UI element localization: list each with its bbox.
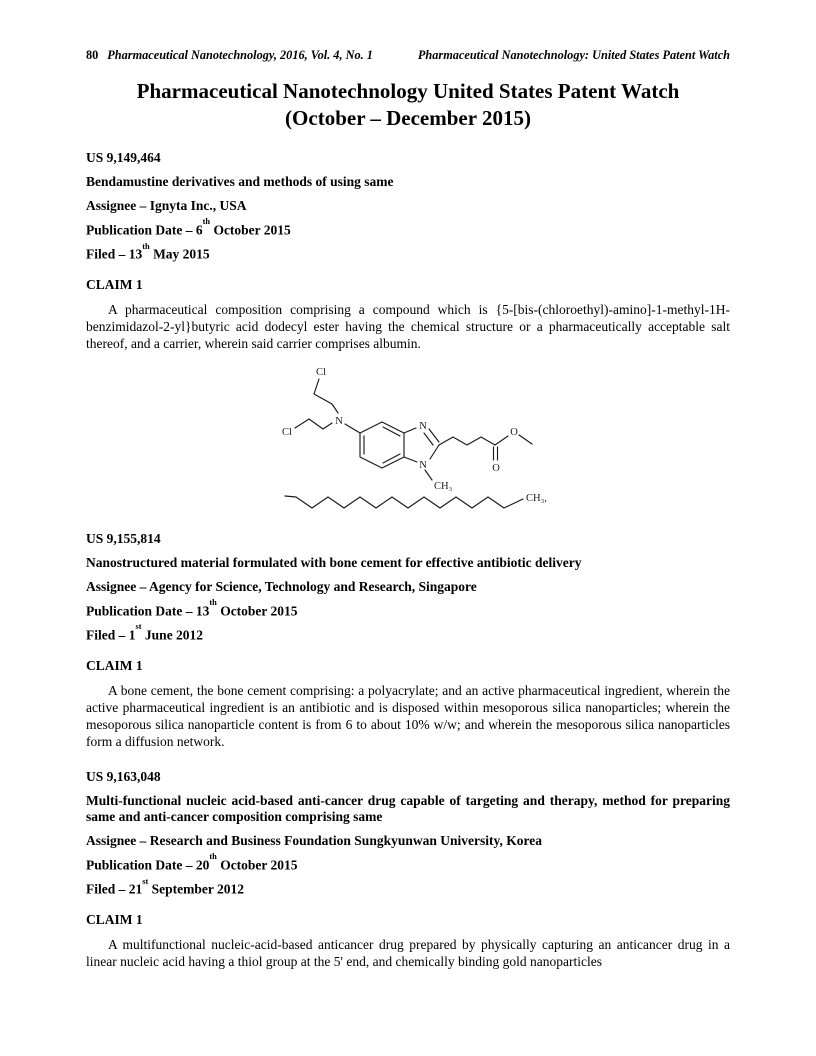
filed-date-text: May 2015 xyxy=(149,246,210,262)
benzene-ring xyxy=(360,422,404,468)
double-bond-inner xyxy=(383,454,400,463)
alkyl-chain xyxy=(285,496,523,508)
oxygen-atom-label: O xyxy=(492,462,500,474)
bond xyxy=(519,435,532,444)
methyl-group-label: CH₃ xyxy=(434,480,453,492)
double-bond-inner xyxy=(383,427,400,436)
patent-filed-date xyxy=(86,876,730,898)
chain-end-methyl-label: CH₃, xyxy=(526,492,547,504)
patent-filed-date xyxy=(86,622,730,644)
nitrogen-atom-label: N xyxy=(419,459,427,471)
chemical-structure-drawing xyxy=(276,361,576,519)
filed-date-text: Filed – 13 xyxy=(86,246,143,262)
ordinal-superscript: th xyxy=(209,852,217,862)
patent-title: Nanostructured material formulated with bone cement for effective antibiotic delivery xyxy=(86,554,582,570)
ordinal-superscript: st xyxy=(135,622,142,632)
publication-date-text: Publication Date – 6 xyxy=(86,222,203,238)
patent-publication-date xyxy=(86,217,730,239)
filed-date-text: September 2012 xyxy=(148,881,245,897)
patent-entry-3 xyxy=(86,769,730,971)
running-title: Pharmaceutical Nanotechnology: United States Patent Watch xyxy=(417,48,730,62)
article-title-line2: (October – December 2015) xyxy=(285,105,531,130)
patent-filed-date xyxy=(86,241,730,263)
publication-date-text: October 2015 xyxy=(216,603,298,619)
publication-date-text: October 2015 xyxy=(216,857,298,873)
filed-date-text: Filed – 21 xyxy=(86,881,143,897)
claim-heading: CLAIM 1 xyxy=(86,276,143,292)
patent-assignee: Assignee – Agency for Science, Technology and Research, Singapore xyxy=(86,578,477,594)
patent-assignee: Assignee – Research and Business Foundation Sungkyunwan University, Korea xyxy=(86,832,542,848)
bond xyxy=(404,457,417,462)
filed-date-text: Filed – 1 xyxy=(86,627,136,643)
patent-entry-1 xyxy=(86,150,730,519)
ordinal-superscript: th xyxy=(202,217,211,227)
claim-text: A bone cement, the bone cement comprising: a polyacrylate; and an active pharmaceutical ingredient, wherein the active pharmaceutical ingredient is an antibiotic and is disposed within mesoporous silica nanoparticles; wherein the mesoporous silica nanoparticle content is from 6 to about 10% w/w; and wherein the mesoporous silica nanoparticles form a diffusion network. xyxy=(86,682,730,750)
bond xyxy=(425,470,432,480)
claim-heading: CLAIM 1 xyxy=(86,911,143,927)
claim-text: A multifunctional nucleic-acid-based anticancer drug prepared by physically capturing an anticancer drug in a linear nucleic acid having a thiol group at the 5' end, and chemically binding gold nanoparticles xyxy=(86,936,730,969)
nitrogen-atom-label: N xyxy=(335,415,343,427)
publication-date-text: October 2015 xyxy=(210,222,291,238)
patent-title: Bendamustine derivatives and methods of using same xyxy=(86,173,394,189)
bond xyxy=(429,429,439,442)
ordinal-superscript: th xyxy=(209,597,217,607)
journal-reference: Pharmaceutical Nanotechnology, 2016, Vol. 4, No. 1 xyxy=(107,48,373,62)
patent-assignee: Assignee – Ignyta Inc., USA xyxy=(86,197,247,213)
patent-title: Multi-functional nucleic acid-based anti-cancer drug capable of targeting and therapy, method for preparing same and anti-cancer composition comprising same xyxy=(86,792,730,824)
article-title-line1: Pharmaceutical Nanotechnology United States Patent Watch xyxy=(136,79,680,103)
bond xyxy=(495,436,508,445)
page-header xyxy=(86,48,730,63)
chlorine-atom-label: Cl xyxy=(282,426,292,438)
patent-number: US 9,149,464 xyxy=(86,149,161,165)
publication-date-text: Publication Date – 13 xyxy=(86,603,210,619)
page-number: 80 xyxy=(86,48,99,62)
bond xyxy=(345,424,360,433)
nitrogen-atom-label: N xyxy=(419,420,427,432)
claim-text: A pharmaceutical composition comprising a compound which is {5-[bis-(chloroethyl)-amino]-1-methyl-1H-benzimidazol-2-yl}butyric acid dodecyl ester having the chemical structure or a pharmaceutically acceptable salt thereof, and a carrier, wherein said carrier comprises albumin. xyxy=(86,301,730,352)
article-title xyxy=(86,78,730,132)
ordinal-superscript: st xyxy=(142,876,149,886)
bond xyxy=(404,428,416,433)
oxygen-atom-label: O xyxy=(510,426,518,438)
chlorine-atom-label: Cl xyxy=(316,366,326,378)
claim-heading: CLAIM 1 xyxy=(86,657,143,673)
ordinal-superscript: th xyxy=(142,241,150,251)
patent-publication-date xyxy=(86,852,730,874)
chemical-structure-figure xyxy=(86,361,730,519)
bond xyxy=(314,379,338,413)
patent-number: US 9,163,048 xyxy=(86,768,161,784)
publication-date-text: Publication Date – 20 xyxy=(86,857,210,873)
bond-chain xyxy=(439,437,495,445)
patent-entry-2 xyxy=(86,531,730,751)
patent-number: US 9,155,814 xyxy=(86,530,161,546)
bond xyxy=(295,419,332,429)
filed-date-text: June 2012 xyxy=(141,627,204,643)
double-bond-inner xyxy=(424,433,433,445)
patent-publication-date xyxy=(86,597,730,620)
bond xyxy=(430,445,439,459)
